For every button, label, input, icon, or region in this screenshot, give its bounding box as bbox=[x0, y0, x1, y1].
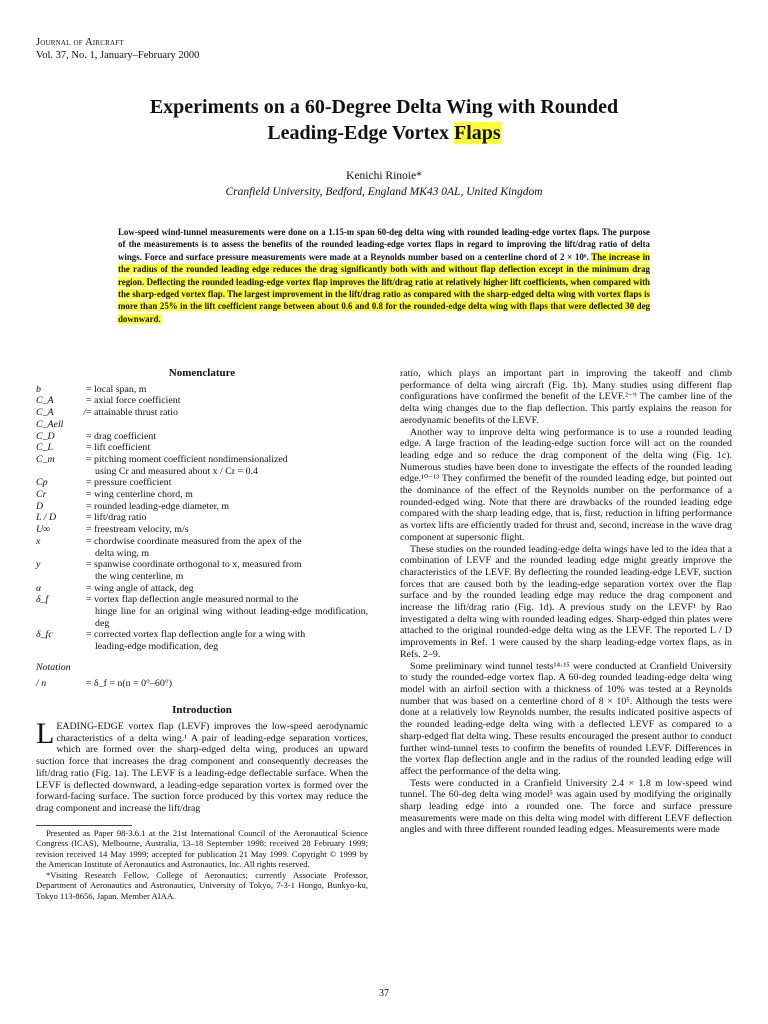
definition-text: = drag coefficient bbox=[86, 430, 157, 442]
nomenclature-definition bbox=[86, 678, 368, 690]
definition-continuation: hinge line for an original wing without leading-edge modification, deg bbox=[95, 606, 368, 629]
definition-continuation: the wing centerline, m bbox=[95, 570, 184, 582]
author-affiliation: Cranfield University, Bedford, England MK43 0AL, United Kingdom bbox=[225, 186, 543, 198]
definition-text: = chordwise coordinate measured from the apex of the bbox=[86, 535, 302, 547]
nomenclature-list bbox=[36, 384, 368, 653]
body-paragraph-5: Tests were conducted in a Cranfield University 2.4 × 1.8 m low-speed wind tunnel. The 60-deg delta wing model⁵ was again used by modifying the originally sharp leading edge into a rounded one. The force and surface pressure measurements were made on this delta wing model with different LEVF deflection angles and with three different rounded leading edges. Measurements were made bbox=[400, 777, 732, 836]
notation-list bbox=[36, 678, 368, 690]
nomenclature-definition bbox=[86, 442, 368, 454]
nomenclature-definition bbox=[86, 536, 368, 559]
nomenclature-definition bbox=[86, 583, 368, 595]
right-column bbox=[400, 368, 732, 836]
nomenclature-symbol: D bbox=[36, 500, 44, 512]
definition-text: = axial force coefficient bbox=[86, 395, 181, 407]
definition-text: = wing centerline chord, m bbox=[86, 489, 193, 501]
nomenclature-symbol: U∞ bbox=[36, 524, 51, 536]
body-paragraph-3: These studies on the rounded leading-edge delta wings have led to the idea that a combination of LEVF and the rounded leading edge might greatly improve the characteristics of the LEVF. By deflecting the rounded leading-edge LEVF, suction forces that are caused both by the leading-edge separation vortex over the flap surface and by the rounded leading edge may reduce the drag component and increase the lift/drag ratio (Fig. 1d). A previous study on the LEVF¹ by Rao investigated a delta wing with rounded leading edges. Sharp-edged thin plates were attached to the original rounded-edge delta wing as the LEVF. The reported L / D improvements in Ref. 1 were caused by the sharp leading-edge vortex flaps, as in Refs. 2–9. bbox=[400, 543, 732, 660]
nomenclature-definition bbox=[86, 395, 368, 407]
nomenclature-symbol: L / D bbox=[36, 512, 57, 524]
definition-continuation: using Cr and measured about x / Cr = 0.4 bbox=[95, 465, 258, 477]
nomenclature-definition bbox=[86, 559, 368, 582]
nomenclature-definition bbox=[86, 407, 368, 430]
author-name: Kenichi Rinoie* bbox=[346, 170, 422, 182]
nomenclature-symbol: Cr bbox=[36, 489, 47, 501]
definition-text: = spanwise coordinate orthogonal to x, measured from bbox=[86, 559, 302, 571]
abstract bbox=[118, 226, 650, 325]
definition-text: = wing angle of attack, deg bbox=[86, 582, 194, 594]
definition-text: = vortex flap deflection angle measured normal to the bbox=[86, 594, 299, 606]
definition-text: = δ_f = n(n = 0°–60°) bbox=[86, 677, 173, 689]
body-paragraph-4: Some preliminary wind tunnel tests¹⁴·¹⁵ were conducted at Cranfield University to study the rounded-edge vortex flap. A 60-deg rounded leading-edge delta wing model with an airfoil section with a thickness of 10% was tested at a Reynolds number that was based on a centerline chord of 8 × 10⁵. Although the tests were done at a relatively low Reynolds number, the results indicated positive aspects of the rounded leading-edge delta wing with a deflected LEVF as compared to a sharp-edged flat delta wing. These results encouraged the present author to conduct further wind-tunnel tests to confirm the benefits of rounded LEVF. Differences in the vortex flap deflection angle and in the radius of the rounded leading edge will affect the performance of the delta wing. bbox=[400, 660, 732, 777]
abstract-text: Low-speed wind-tunnel measurements were done on a 1.15-m span 60-deg delta wing with rounded leading-edge vortex flaps. The purpose of the measurements is to assess the benefits of the rounded leading-edge vortex flaps in regard to improving the lift/drag ratio of delta wings. Force and surface pressure measurements were made at a Reynolds number based on a centerline chord of 2 × 10⁶. bbox=[118, 227, 650, 262]
nomenclature-symbol: Cp bbox=[36, 477, 48, 489]
nomenclature-symbol: C_A bbox=[36, 395, 54, 407]
definition-text: = lift coefficient bbox=[86, 442, 151, 454]
nomenclature-definition bbox=[86, 384, 368, 396]
nomenclature-definition bbox=[86, 629, 368, 652]
definition-text: = freestream velocity, m/s bbox=[86, 524, 189, 536]
title-line-1: Experiments on a 60-Degree Delta Wing with Rounded bbox=[149, 96, 619, 118]
nomenclature-definition bbox=[86, 501, 368, 513]
nomenclature-definition bbox=[86, 524, 368, 536]
nomenclature-definition bbox=[86, 431, 368, 443]
nomenclature-symbol: C_m bbox=[36, 453, 55, 465]
nomenclature-definition bbox=[86, 594, 368, 629]
nomenclature-symbol: α bbox=[36, 582, 42, 594]
journal-header bbox=[36, 36, 199, 62]
footnote-rule bbox=[36, 825, 132, 826]
definition-text: = lift/drag ratio bbox=[86, 512, 147, 524]
nomenclature-definition bbox=[86, 454, 368, 477]
body-paragraph-1: ratio, which plays an important part in improving the takeoff and climb performance of delta wing aircraft (Fig. 1b). Many studies using different flap configurations have confirmed the benefit of the LEVF.²⁻⁹ The camber line of the delta wing changes due to the flap deflection. This partly explains the reason for aerodynamic benefits of the LEVF. bbox=[400, 368, 732, 426]
definition-continuation: leading-edge modification, deg bbox=[95, 641, 219, 653]
definition-text: = corrected vortex flap deflection angle for a wing with bbox=[86, 629, 306, 641]
introduction-paragraph: LEADING-EDGE vortex flap (LEVF) improves the low-speed aerodynamic characteristics of a delta wing.¹ A pair of leading-edge separation vortices, which are formed over the sharp-edged delta wing, produces an upward suction force that increases the drag component and consequently decreases the lift/drag ratio (Fig. 1a). The LEVF is a leading-edge deflectable surface. When the LEVF is deflected downward, a leading-edge separation vortex is formed over the forward-facing surface. The suction force produced by this vortex may reduce the drag component and increase the lift/drag bbox=[36, 716, 368, 814]
definition-text: = rounded leading-edge diameter, m bbox=[86, 500, 230, 512]
article-title bbox=[40, 94, 728, 146]
nomenclature-definition bbox=[86, 489, 368, 501]
left-column bbox=[36, 368, 368, 901]
nomenclature-symbol: x bbox=[36, 535, 41, 547]
footnote-presentation: Presented as Paper 98-3.6.1 at the 21st International Council of the Aeronautical Science Congress (ICAS), Melbourne, Australia, 13–18 September 1998; received 28 February 1999; revision received 14 May 1999; accepted for publication 21 May 1999. Copyright © 1999 by the American Institute of Aeronautics and Astronautics, Inc. All rights reserved. bbox=[36, 827, 368, 870]
definition-text: = attainable thrust ratio bbox=[86, 407, 178, 419]
notation-heading: Notation bbox=[36, 661, 71, 673]
page-number: 37 bbox=[379, 988, 389, 999]
nomenclature-symbol: C_L bbox=[36, 442, 54, 454]
footnote-author: *Visiting Research Fellow, College of Aeronautics; currently Associate Professor, Department of Aeronautics and Astronautics, University of Tokyo, 7-3-1 Hongo, Bunkyo-ku, Tokyo 113-8656, Japan. Member AIAA. bbox=[36, 869, 368, 901]
definition-text: = local span, m bbox=[86, 383, 147, 395]
nomenclature-definition bbox=[86, 477, 368, 489]
abstract-highlight: The increase in the radius of the rounded leading edge reduces the drag significantly both with and without flap deflection except in the minimum drag region. Deflecting the rounded leading-edge vortex flap improves the lift/drag ratio at relatively higher lift coefficients, when compared with the sharp-edged vortex flap. The largest improvement in the lift/drag ratio as compared with the sharp-edged delta wing with vortex flaps is more than 25% in the lift coefficient range between about 0.6 and 0.8 for the rounded-edge delta wing with flaps that were deflected 30 deg downward. bbox=[118, 251, 650, 324]
title-line-2 bbox=[40, 120, 728, 146]
introduction-heading: Introduction bbox=[172, 704, 232, 717]
nomenclature-symbol: C_A / C_Aell bbox=[36, 407, 86, 430]
nomenclature-symbol: δ_f bbox=[36, 594, 49, 606]
body-paragraph-2: Another way to improve delta wing performance is to use a rounded leading edge. A large fraction of the leading-edge suction force will act on the rounded leading edge and so reduce the drag component of the delta wing (Fig. 1c). Numerous studies have been done to investigate the effects of the rounded leading edge.¹⁰⁻¹³ They confirmed the benefit of the rounded leading edge, but pointed out the dominance of the effect of the Reynolds number on the performance of a rounded-edged wing. Note that there are drawbacks of the rounded leading edge compared with the sharp leading edge, that is, first, reduction in lifting performance as vortex lifts are efficiently traded for thrust and, second, increase in the wave drag component at supersonic flight. bbox=[400, 426, 732, 543]
nomenclature-symbol: y bbox=[36, 559, 41, 571]
definition-continuation: delta wing, m bbox=[95, 547, 150, 559]
title-line-2-text: Leading-Edge Vortex bbox=[267, 122, 454, 144]
journal-volume: Vol. 37, No. 1, January–February 2000 bbox=[36, 50, 200, 61]
footnotes bbox=[36, 828, 368, 902]
nomenclature-symbol: C_D bbox=[36, 430, 55, 442]
title-search-highlight: Flaps bbox=[454, 122, 501, 144]
journal-name: Journal of Aircraft bbox=[36, 37, 124, 48]
nomenclature-symbol: / n bbox=[36, 677, 47, 689]
definition-text: = pitching moment coefficient nondimensionalized bbox=[86, 453, 288, 465]
nomenclature-symbol: δ_fc bbox=[36, 629, 53, 641]
nomenclature-heading: Nomenclature bbox=[168, 367, 236, 379]
nomenclature-definition bbox=[86, 512, 368, 524]
definition-text: = pressure coefficient bbox=[86, 477, 172, 489]
nomenclature-symbol: b bbox=[36, 383, 41, 395]
